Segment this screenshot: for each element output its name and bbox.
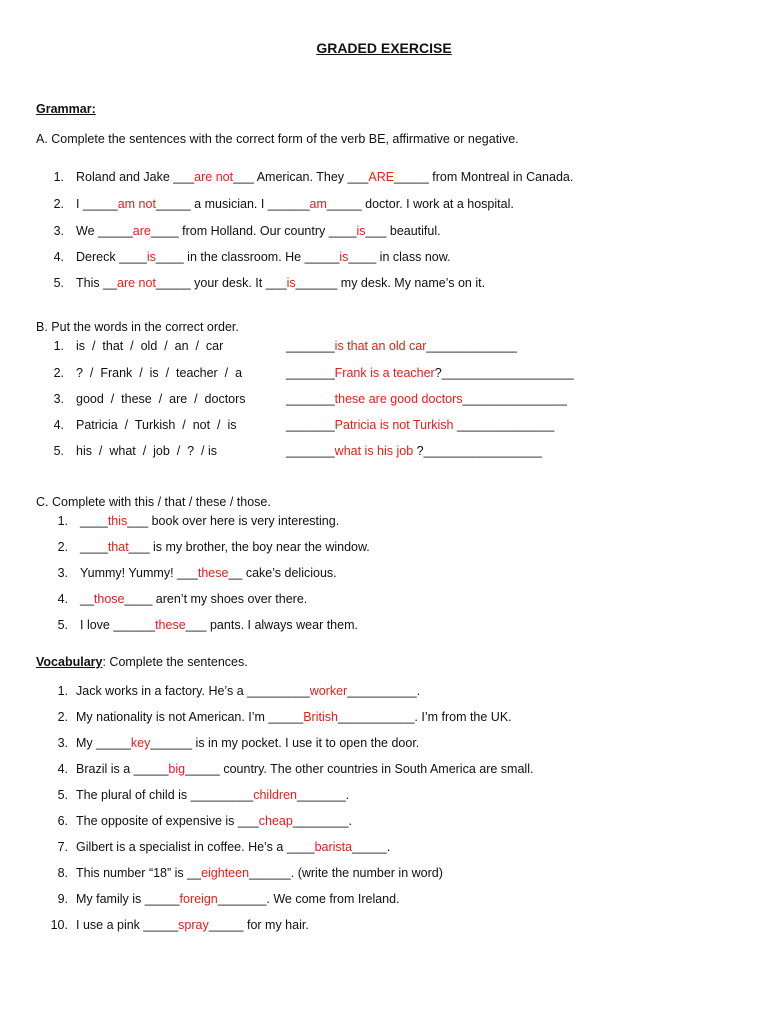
answer-line <box>286 418 554 432</box>
sentence-text: ______. (write the number in word) <box>249 866 443 880</box>
sentence-text: __________. <box>347 684 421 698</box>
list-item <box>76 276 485 290</box>
answer-text: is <box>356 224 366 238</box>
sentence-text: ___ American. They ___ <box>233 170 369 184</box>
sentence-text: I love ______ <box>80 618 156 632</box>
answer-text: these <box>197 566 229 580</box>
item-number: 3. <box>53 224 64 238</box>
list-item <box>80 514 339 528</box>
item-number: 10. <box>50 918 68 932</box>
item-number: 1. <box>57 684 68 698</box>
scrambled-words: good / these / are / doctors <box>76 392 246 406</box>
answer-text: barista <box>314 840 353 854</box>
list-item <box>80 566 337 580</box>
item-number: 2. <box>57 540 68 554</box>
item-number: 5. <box>53 276 64 290</box>
answer-text: British <box>303 710 338 724</box>
item-number: 4. <box>53 418 64 432</box>
sentence-text: Dereck ____ <box>76 250 147 264</box>
scrambled-words: his / what / job / ? / is <box>76 444 218 458</box>
section-c-instruction: C. Complete with this / that / these / those. <box>36 495 271 509</box>
sentence-text: ___________. I’m from the UK. <box>337 710 512 724</box>
item-number: 2. <box>53 197 64 211</box>
item-number: 3. <box>53 392 64 406</box>
answer-line <box>286 339 517 353</box>
answer-text: are not <box>117 276 156 290</box>
item-number: 3. <box>57 736 68 750</box>
list-item <box>76 892 400 906</box>
item-number: 1. <box>57 514 68 528</box>
section-b-instruction: B. Put the words in the correct order. <box>36 320 239 334</box>
sentence-text: Jack works in a factory. He’s a _________ <box>76 684 310 698</box>
item-number: 1. <box>53 339 64 353</box>
grammar-heading: Grammar: <box>36 102 96 116</box>
sentence-text: The opposite of expensive is ___ <box>76 814 259 828</box>
sentence-text: We _____ <box>76 224 133 238</box>
sentence-text: I use a pink _____ <box>76 918 179 932</box>
sentence-text: ___ pants. I always wear them. <box>185 618 358 632</box>
answer-text: Frank is a teacher <box>334 366 435 380</box>
list-item <box>76 170 573 184</box>
item-number: 3. <box>57 566 68 580</box>
blank-line: _______ <box>286 366 335 380</box>
list-item <box>80 540 370 554</box>
list-item <box>76 814 352 828</box>
vocabulary-heading: Vocabulary <box>36 655 103 669</box>
answer-text: ARE <box>368 170 395 184</box>
sentence-text: __ <box>80 592 94 606</box>
answer-text: worker <box>309 684 348 698</box>
answer-text: those <box>93 592 125 606</box>
blank-line: ?___________________ <box>434 366 574 380</box>
item-number: 1. <box>53 170 64 184</box>
blank-line: ?_________________ <box>413 444 542 458</box>
page-title: GRADED EXERCISE <box>316 40 452 56</box>
list-item <box>76 840 390 854</box>
list-item <box>80 618 358 632</box>
answer-line <box>286 392 567 406</box>
answer-text: this <box>107 514 128 528</box>
list-item <box>76 197 514 211</box>
sentence-text: This __ <box>76 276 117 290</box>
answer-text: Patricia is not Turkish <box>334 418 454 432</box>
sentence-text: Brazil is a _____ <box>76 762 169 776</box>
sentence-text: Roland and Jake ___ <box>76 170 195 184</box>
answer-text: cheap <box>258 814 293 828</box>
answer-text: is <box>286 276 296 290</box>
list-item <box>76 762 533 776</box>
answer-text: big <box>168 762 186 776</box>
list-item <box>80 592 307 606</box>
answer-text: are not <box>194 170 234 184</box>
answer-text: is <box>146 250 156 264</box>
list-item <box>76 866 443 880</box>
sentence-text: This number “18” is __ <box>76 866 202 880</box>
item-number: 5. <box>57 618 68 632</box>
vocabulary-instruction-line <box>36 655 248 669</box>
sentence-text: ____ in class now. <box>348 250 451 264</box>
sentence-text: _______. We come from Ireland. <box>217 892 400 906</box>
blank-line: _______ <box>286 392 335 406</box>
sentence-text: My family is _____ <box>76 892 180 906</box>
answer-text: that <box>107 540 129 554</box>
sentence-text: _____ a musician. I ______ <box>155 197 310 211</box>
answer-text: these are good doctors <box>334 392 463 406</box>
list-item <box>76 918 309 932</box>
sentence-text: ____ from Holland. Our country ____ <box>150 224 357 238</box>
sentence-text: _____ your desk. It ___ <box>155 276 287 290</box>
item-number: 2. <box>53 366 64 380</box>
answer-text: eighteen <box>201 866 250 880</box>
answer-text: these <box>155 618 186 632</box>
answer-text: what is his job <box>334 444 414 458</box>
list-item <box>76 250 451 264</box>
sentence-text: ___ beautiful. <box>365 224 441 238</box>
blank-line: _____________ <box>426 339 517 353</box>
sentence-text: _____ doctor. I work at a hospital. <box>326 197 514 211</box>
answer-line <box>286 444 542 458</box>
blank-line: _______ <box>286 418 335 432</box>
item-number: 5. <box>57 788 68 802</box>
item-number: 2. <box>57 710 68 724</box>
sentence-text: ________. <box>292 814 352 828</box>
sentence-text: The plural of child is _________ <box>76 788 254 802</box>
answer-text: foreign <box>179 892 218 906</box>
scrambled-words: ? / Frank / is / teacher / a <box>76 366 243 380</box>
answer-text: am <box>309 197 327 211</box>
sentence-text: _____ for my hair. <box>208 918 309 932</box>
item-number: 4. <box>53 250 64 264</box>
item-number: 4. <box>57 762 68 776</box>
sentence-text: __ cake’s delicious. <box>228 566 337 580</box>
answer-text: is that an old car <box>334 339 427 353</box>
list-item <box>76 684 420 698</box>
sentence-text: Gilbert is a specialist in coffee. He’s a ____ <box>76 840 315 854</box>
sentence-text: ____ <box>80 540 108 554</box>
sentence-text: ____ <box>80 514 108 528</box>
answer-text: am not <box>117 197 156 211</box>
answer-text: are <box>132 224 151 238</box>
section-a-instruction: A. Complete the sentences with the correct form of the verb BE, affirmative or negative. <box>36 132 519 146</box>
blank-line: _______________ <box>462 392 567 406</box>
answer-text: children <box>253 788 297 802</box>
scrambled-words: is / that / old / an / car <box>76 339 224 353</box>
list-item <box>76 224 441 238</box>
list-item <box>76 710 512 724</box>
sentence-text: _____ from Montreal in Canada. <box>394 170 574 184</box>
sentence-text: _____ country. The other countries in South America are small. <box>185 762 534 776</box>
blank-line: _______ <box>286 444 335 458</box>
blank-line: ______________ <box>453 418 555 432</box>
answer-text: spray <box>178 918 209 932</box>
sentence-text: ___ book over here is very interesting. <box>127 514 340 528</box>
sentence-text: _____. <box>352 840 391 854</box>
sentence-text: ____ in the classroom. He _____ <box>155 250 340 264</box>
item-number: 6. <box>57 814 68 828</box>
item-number: 8. <box>57 866 68 880</box>
answer-line <box>286 366 574 380</box>
sentence-text: My _____ <box>76 736 131 750</box>
blank-line: _______ <box>286 339 335 353</box>
sentence-text: ______ is in my pocket. I use it to open the door. <box>150 736 420 750</box>
sentence-text: _______. <box>297 788 350 802</box>
list-item <box>76 736 419 750</box>
sentence-text: ____ aren’t my shoes over there. <box>124 592 308 606</box>
item-number: 4. <box>57 592 68 606</box>
item-number: 7. <box>57 840 68 854</box>
sentence-text: Yummy! Yummy! ___ <box>80 566 198 580</box>
answer-text: key <box>130 736 151 750</box>
sentence-text: My nationality is not American. I’m _____ <box>76 710 304 724</box>
scrambled-words: Patricia / Turkish / not / is <box>76 418 237 432</box>
list-item <box>76 788 349 802</box>
sentence-text: ______ my desk. My name’s on it. <box>295 276 486 290</box>
vocabulary-instruction: : Complete the sentences. <box>102 655 248 669</box>
item-number: 9. <box>57 892 68 906</box>
item-number: 5. <box>53 444 64 458</box>
sentence-text: ___ is my brother, the boy near the window. <box>128 540 370 554</box>
sentence-text: I _____ <box>76 197 118 211</box>
answer-text: is <box>339 250 349 264</box>
